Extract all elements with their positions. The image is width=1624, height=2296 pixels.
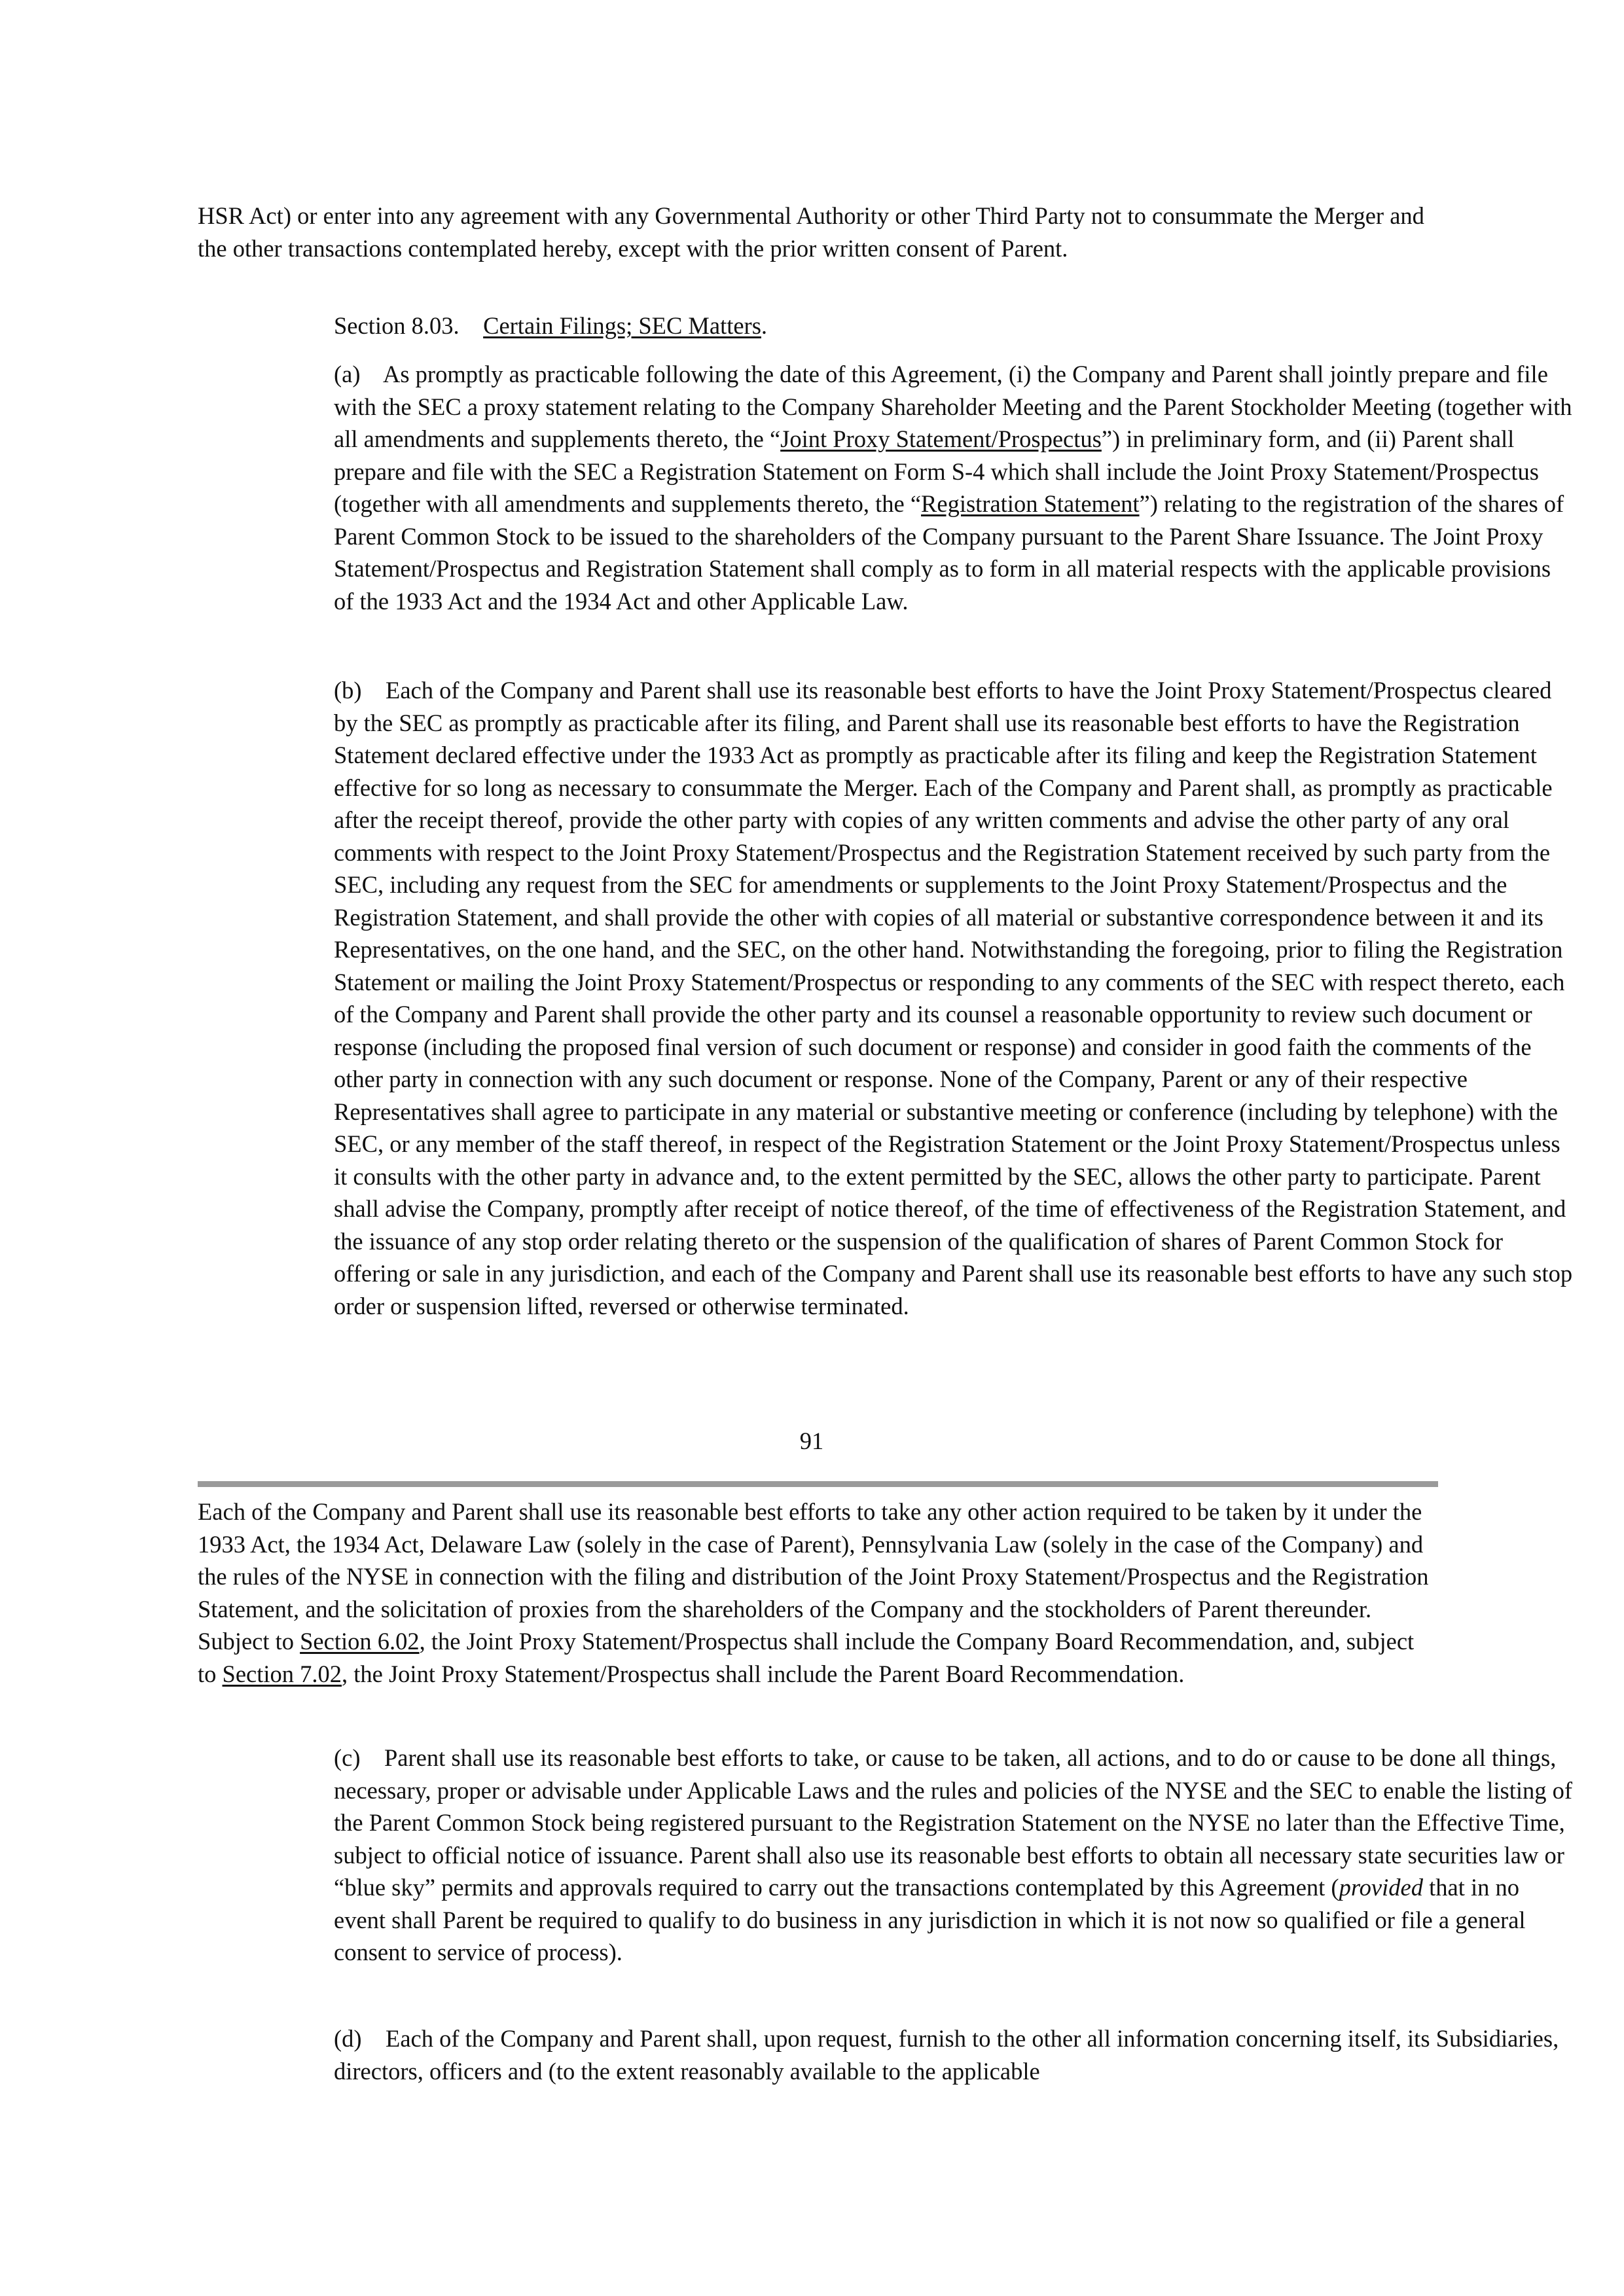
paragraph-a-text-2: ”) in preliminary form, and (ii) Parent shall prepare and file with the SEC a Registration Statement on Form S-4 which shall include the Joint Proxy Statement/Prospectus (together with all amendments and supplements thereto, the “ (334, 425, 1539, 517)
paragraph-a (198, 358, 1578, 617)
paragraph-continued (198, 1496, 1438, 1690)
section-reference-6-02: Section 6.02 (300, 1628, 420, 1655)
paragraph-d (198, 2022, 1574, 2087)
defined-term-registration-statement: Registration Statement (921, 490, 1140, 517)
paragraph-c (198, 1742, 1579, 1969)
defined-term-joint-proxy: Joint Proxy Statement/Prospectus (780, 425, 1102, 452)
paragraph-c-text-1: (c) Parent shall use its reasonable best efforts to take, or cause to be taken, all actions, and to do or cause to be done all things, necessary, proper or advisable under Applicable Laws and the rules and policies of the NYSE and the SEC to enable the listing of the Parent Common Stock being registered pursuant to the Registration Statement on the NYSE no later than the Effective Time, subject to official notice of issuance. Parent shall also use its reasonable best efforts to obtain all necessary state securities law or “blue sky” permits and approvals required to carry out the transactions contemplated by this Agreement ( (334, 1744, 1579, 1901)
section-title-period: . (761, 312, 768, 339)
paragraph-continued-text-3: , the Joint Proxy Statement/Prospectus shall include the Parent Board Recommendation. (342, 1660, 1185, 1687)
paragraph-continued-text-1: Each of the Company and Parent shall use its reasonable best efforts to take any other action required to be taken by it under the 1933 Act, the 1934 Act, Delaware Law (solely in the case of Parent), Pennsylvania Law (solely in the case of the Company) and the rules of the NYSE in connection with the filing and distribution of the Joint Proxy Statement/Prospectus and the Registration Statement, and the solicitation of proxies from the shareholders of the Company and the stockholders of Parent thereunder. Subject to (198, 1498, 1429, 1655)
page-separator (198, 1481, 1438, 1487)
section-title: Certain Filings; SEC Matters (483, 312, 761, 339)
paragraph-a-text-1: (a) As promptly as practicable following the date of this Agreement, (i) the Company and Parent shall jointly prepare and file with the SEC a proxy statement relating to the Company Shareholder Meeting and the Parent Stockholder Meeting (together with all amendments and supplements thereto, the “ (334, 361, 1578, 452)
paragraph-b (198, 674, 1579, 1322)
section-number: Section 8.03. (334, 312, 460, 339)
page-number: 91 (799, 1427, 824, 1454)
italic-term-provided: provided (1339, 1874, 1423, 1901)
paragraph-continued-top (198, 200, 1438, 264)
paragraph-continued-text-2: , the Joint Proxy Statement/Prospectus shall include the Company Board Recommendation, and, subject to (198, 1628, 1415, 1687)
paragraph-a-text-3: ”) relating to the registration of the shares of Parent Common Stock to be issued to the shareholders of the Company pursuant to the Parent Share Issuance. The Joint Proxy Statement/Prospectus and Registration Statement shall comply as to form in all material respects with the applicable provisions of the 1933 Act and the 1934 Act and other Applicable Law. (334, 490, 1564, 615)
section-heading (198, 310, 1574, 342)
paragraph-d-text: (d) Each of the Company and Parent shall, upon request, furnish to the other all information concerning itself, its Subsidiaries, directors, officers and (to the extent reasonably available to the applicable (334, 2025, 1565, 2085)
section-reference-7-02: Section 7.02 (222, 1660, 342, 1687)
paragraph-text: HSR Act) or enter into any agreement with any Governmental Authority or other Third Party not to consummate the Merger and the other transactions contemplated hereby, except with the prior written consent of Parent. (198, 202, 1424, 262)
paragraph-b-text: (b) Each of the Company and Parent shall use its reasonable best efforts to have the Joint Proxy Statement/Prospectus cleared by the SEC as promptly as practicable after its filing, and Parent shall use its reasonable best efforts to have the Registration Statement declared effective under the 1933 Act as promptly as practicable after its filing and keep the Registration Statement effective for so long as necessary to consummate the Merger. Each of the Company and Parent shall, as promptly as practicable after the receipt thereof, provide the other party with copies of any written comments and advise the other party of any oral comments with respect to the Joint Proxy Statement/Prospectus and the Registration Statement received by such party from the SEC, including any request from the SEC for amendments or supplements to the Joint Proxy Statement/Prospectus and the Registration Statement, and shall provide the other with copies of all material or substantive correspondence between it and its Representatives, on the one hand, and the SEC, on the other hand. Notwithstanding the foregoing, prior to filing the Registration Statement or mailing the Joint Proxy Statement/Prospectus or responding to any comments of the SEC with respect thereto, each of the Company and Parent shall provide the other party and its counsel a reasonable opportunity to review such document or response (including the proposed final version of such document or response) and consider in good faith the comments of the other party in connection with any such document or response. None of the Company, Parent or any of their respective Representatives shall agree to participate in any material or substantive meeting or conference (including by telephone) with the SEC, or any member of the staff thereof, in respect of the Registration Statement or the Joint Proxy Statement/Prospectus unless it consults with the other party in advance and, to the extent permitted by the SEC, allows the other party to participate. Parent shall advise the Company, promptly after receipt of notice thereof, of the time of effectiveness of the Registration Statement, and the issuance of any stop order relating thereto or the suspension of the qualification of shares of Parent Common Stock for offering or sale in any jurisdiction, and each of the Company and Parent shall use its reasonable best efforts to have any such stop order or suspension lifted, reversed or otherwise terminated. (334, 677, 1579, 1319)
paragraph-c-text-2: that in no event shall Parent be required to qualify to do business in any jurisdiction in which it is not now so qualified or file a general consent to service of process). (334, 1874, 1532, 1965)
